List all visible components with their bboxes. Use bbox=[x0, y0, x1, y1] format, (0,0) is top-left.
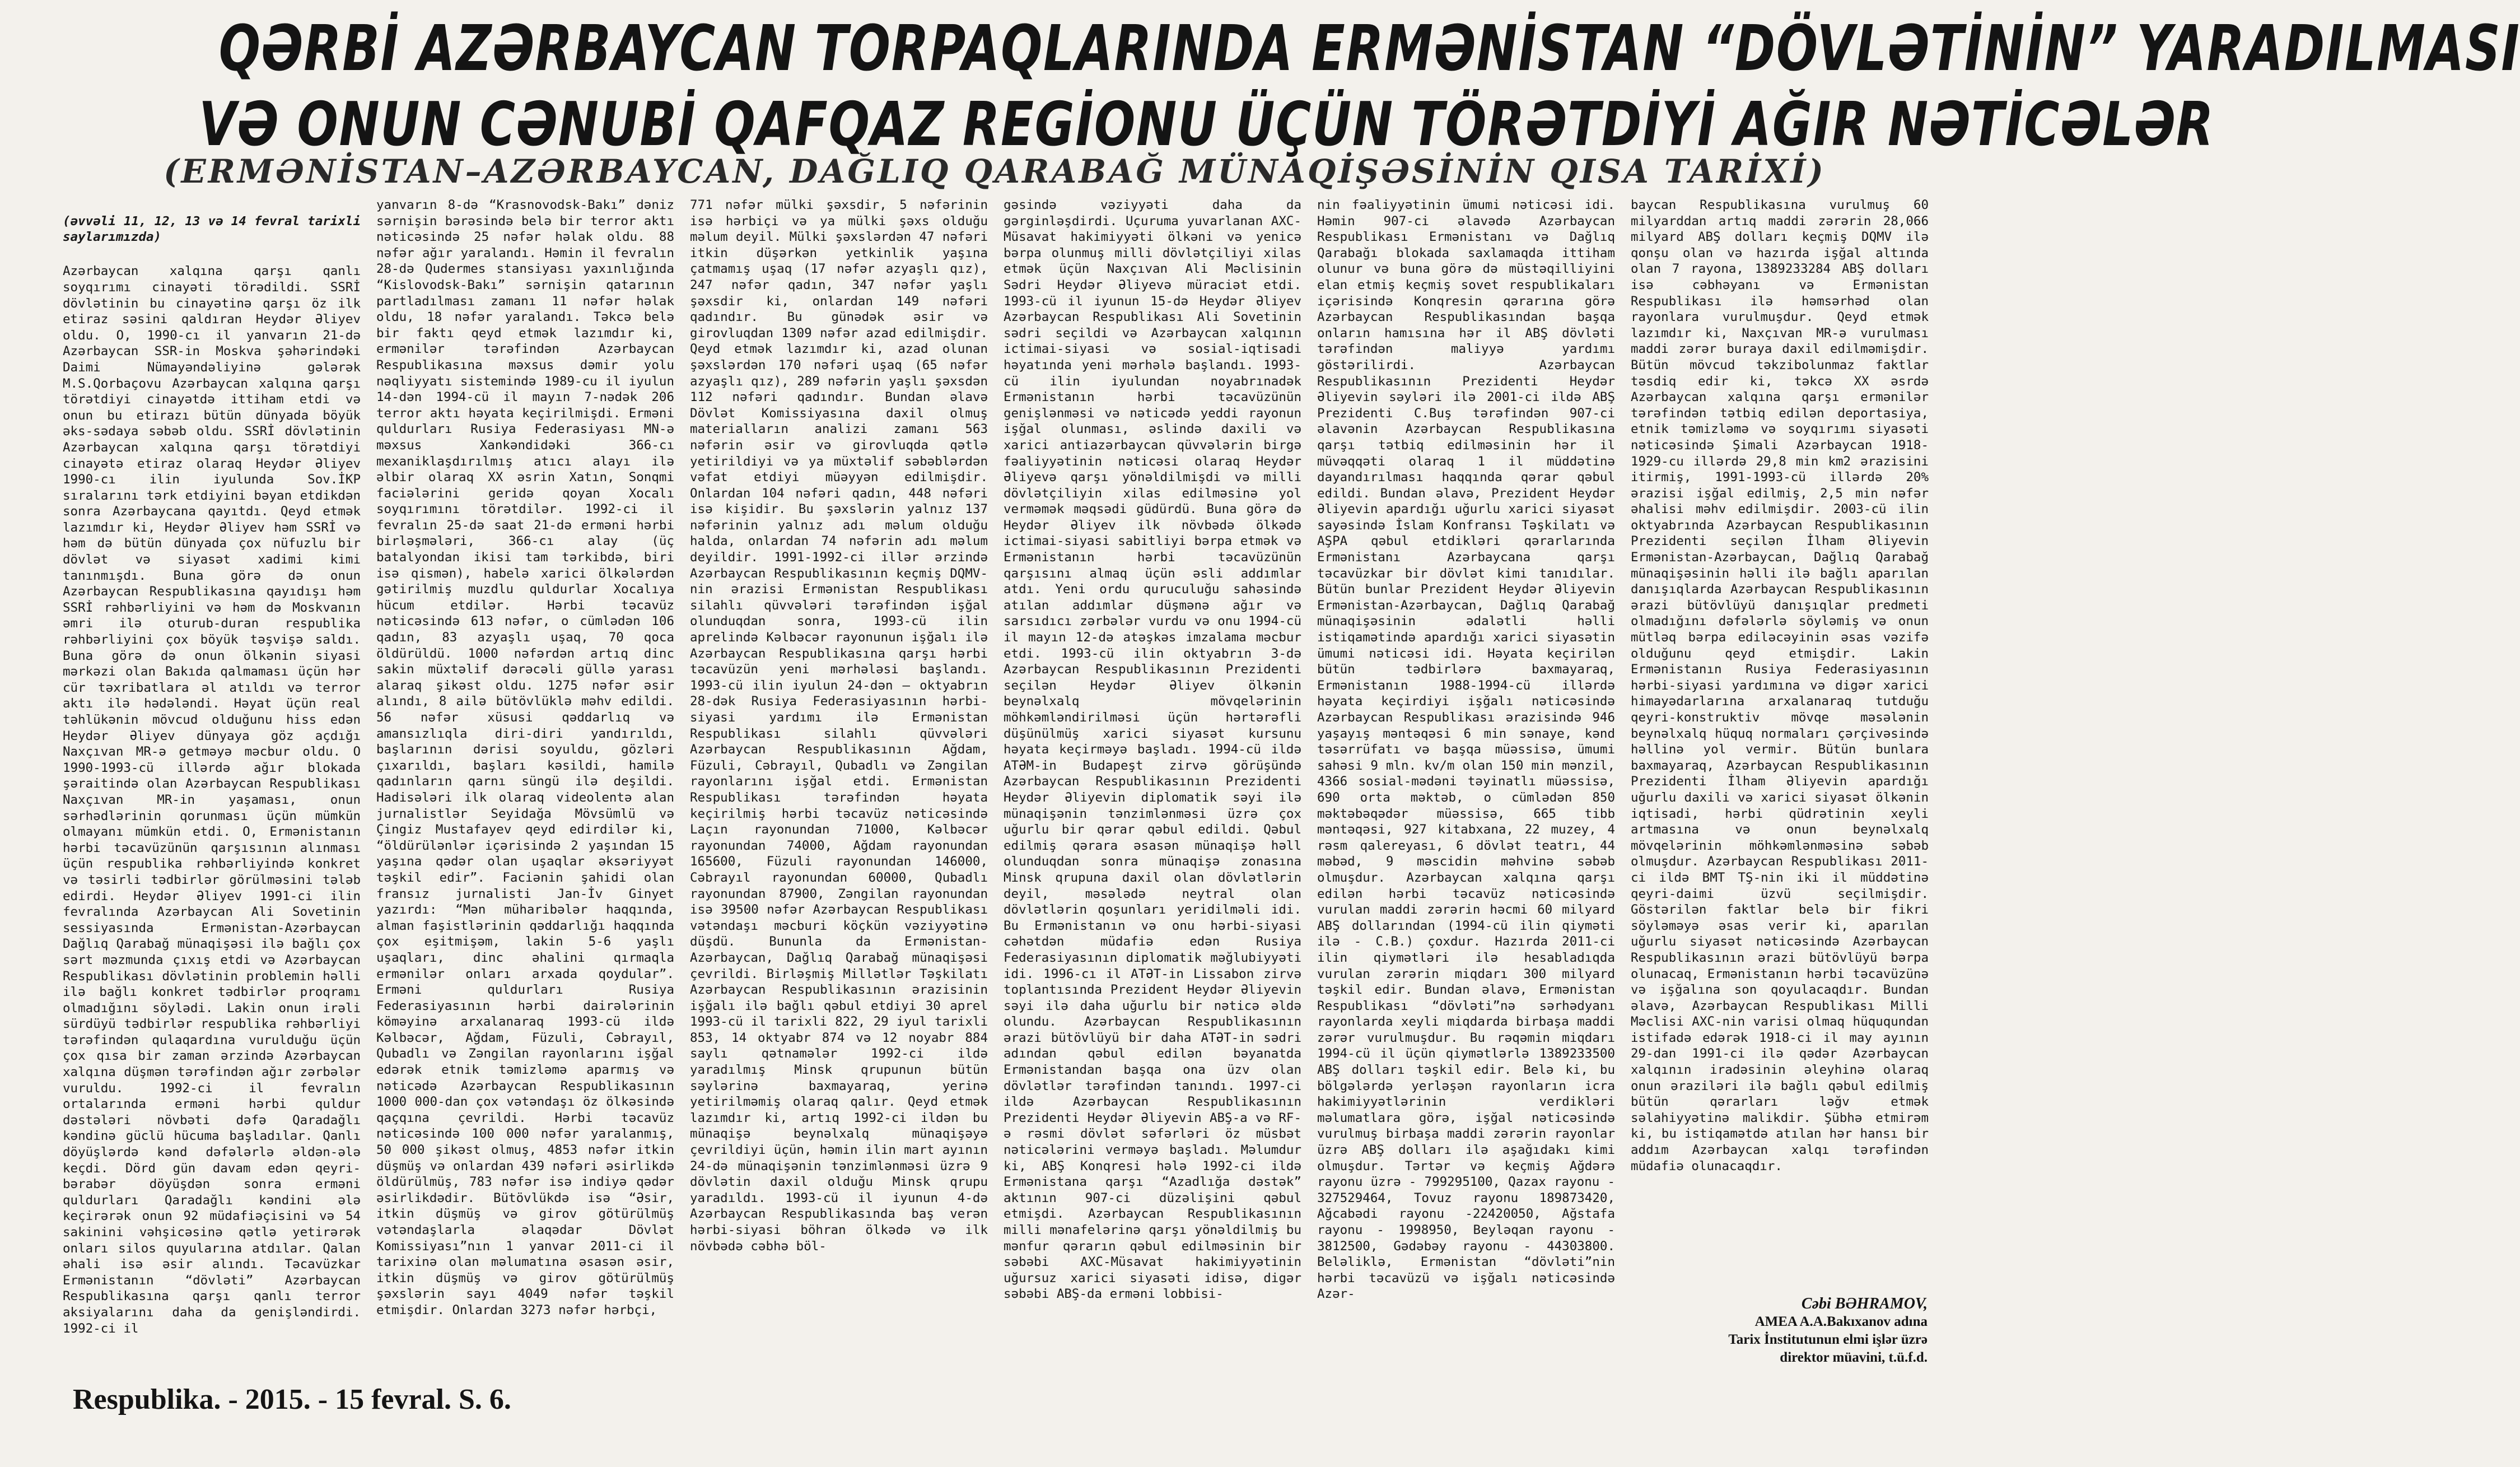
author-affiliation-2: Tarix İnstitutunun elmi işlər üzrə bbox=[1728, 1332, 1928, 1347]
headline-line-1: QƏRBİ AZƏRBAYCAN TORPAQLARINDA ERMƏNİSTAN “DÖVLƏTİNİN” YARADILMASI bbox=[218, 12, 2520, 85]
author-affiliation-3: direktor müavini, t.ü.f.d. bbox=[1780, 1350, 1928, 1365]
headline-line-2: VƏ ONUN CƏNUBİ QAFQAZ REGİONU ÜÇÜN TÖRƏTDİYİ AĞIR NƏTİCƏLƏR bbox=[199, 90, 2215, 160]
author-signature bbox=[1631, 1295, 1928, 1367]
author-affiliation-1: AMEA A.A.Bakıxanov adına bbox=[1754, 1314, 1928, 1329]
article-column-2: yanvarın 8-də “Krasnovodsk-Bakı” dəniz sərnişin bərəsində belə bir terror aktı nəticəsində 25 nəfər həlak oldu. 88 nəfər ağır yaralandı. Həmin il fevralın 28-də Qudermes stansiyası yaxınlığında “Kislovodsk-Bakı” sərnişin qatarının partladılması zamanı 11 nəfər həlak oldu, 18 nəfər yaralandı. Təkcə belə bir faktı qeyd etmək lazımdır ki, ermənilər tərəfindən Azərbaycan Respublikasına məxsus dəmir yolu nəqliyyatı sistemində 1989-cu il iyulun 14-dən 1994-cü il mayın 7-nədək 206 terror aktı həyata keçirilmişdi. Erməni quldurları Rusiya Federasiyası MN-ə məxsus Xankəndidəki 366-cı mexaniklaşdırılmış atıcı alayı ilə əlbir olaraq XX əsrin Xatın, Sonqmi faciələrini geridə qoyan Xocalı soyqırımını törətdilər. 1992-ci il fevralın 25-də saat 21-də erməni hərbi birləşmələri, 366-cı alay (üç batalyondan ikisi tam tərkibdə, biri isə qismən), habelə xarici ölkələrdən gətirilmiş muzdlu quldurlar Xocalıya hücum etdilər. Hərbi təcavüz nəticəsində 613 nəfər, o cümlədən 106 qadın, 83 azyaşlı uşaq, 70 qoca öldürüldü. 1000 nəfərdən artıq dinc sakin müxtəlif dərəcəli güllə yarası alaraq şikəst oldu. 1275 nəfər əsir alındı, 8 ailə bütövlüklə məhv edildi. 56 nəfər xüsusi qəddarlıq və amansızlıqla diri-diri yandırıldı, başlarının dərisi soyuldu, gözləri çıxarıldı, başları kəsildi, hamilə qadınların qarnı süngü ilə deşildi. Hadisələri ilk olaraq videolentə alan jurnalistlər Seyidağa Mövsümlü və Çingiz Mustafayev qeyd edirdilər ki, “öldürülənlər içərisində 2 yaşından 15 yaşına qədər olan uşaqlar əksəriyyət təşkil edir”. Faciənin şahidi olan fransız jurnalisti Jan-İv Ginyet yazırdı: “Mən müharibələr haqqında, alman faşistlərinin qəddarlığı haqqında çox eşitmişəm, lakin 5-6 yaşlı uşaqları, dinc əhalini qırmaqla ermənilər onları arxada qoydular”. Erməni quldurları Rusiya Federasiyasının hərbi dairələrinin köməyinə arxalanaraq 1993-cü ildə Kəlbəcər, Ağdam, Füzuli, Cəbrayıl, Qubadlı və Zəngilan rayonlarını işğal edərək etnik təmizləmə aparmış və nəticədə Azərbaycan Respublikasının 1000 000-dan çox vətəndaşı öz ölkəsində qaçqına çevrildi. Hərbi təcavüz nəticəsində 100 000 nəfər yaralanmış, 50 000 şikəst olmuş, 4853 nəfər itkin düşmüş və onlardan 439 nəfəri əsirlikdə öldürülmüş, 783 nəfər isə indiyə qədər əsirlikdədir. Bütövlükdə isə “Əsir, itkin düşmüş və girov götürülmüş vətəndaşlarla əlaqədar Dövlət Komissiyası”nın 1 yanvar 2011-ci il tarixinə olan məlumatına əsasən əsir, itkin düşmüş və girov götürülmüş şəxslərin sayı 4049 nəfər təşkil etmişdir. Onlardan 3273 nəfər hərbçi, bbox=[376, 198, 674, 1317]
article-body bbox=[63, 197, 1928, 1368]
source-citation: Respublika. - 2015. - 15 fevral. S. 6. bbox=[73, 1384, 511, 1415]
column-text: Azərbaycan xalqına qarşı qanlı soyqırımı cinayəti törədildi. SSRİ dövlətinin bu cinayətinə qarşı öz ilk etiraz səsini qaldıran Heydər Əliyev oldu. O, 1990-cı il yanvarın 21-də Azərbaycan SSR-in Moskva şəhərindəki Daimi Nümayəndəliyinə gələrək M.S.Qorbaçovu Azərbaycan xalqına qarşı törətdiyi cinayətdə ittiham etdi və onun bu etirazı bütün dünyada böyük əks-sədaya səbəb oldu. SSRİ dövlətinin Azərbaycan xalqına qarşı törətdiyi cinayətə etiraz olaraq Heydər Əliyev 1990-cı ilin iyulunda Sov.İKP sıralarını tərk etdiyini bəyan etdikdən sonra Azərbaycana qayıtdı. Qeyd etmək lazımdır ki, Heydər Əliyev həm SSRİ və həm də bütün dünyada çox nüfuzlu bir dövlət və siyasət xadimi kimi tanınmışdı. Buna görə də onun Azərbaycan Respublikasına qayıdışı həm SSRİ rəhbərliyini və həm də Moskvanın əmri ilə oturub-duran respublika rəhbərliyini çox böyük təşvişə saldı. Buna görə də onun ölkənin siyasi mərkəzi olan Bakıda qalmaması üçün hər cür təxribatlara əl atıldı və terror aktı ilə hədələndi. Həyat üçün real təhlükənin mövcud olduğunu hiss edən Heydər Əliyev dünyaya göz açdığı Naxçıvan MR-ə getməyə məcbur oldu. O 1990-1993-cü illərdə ağır blokada şəraitində olan Azərbaycan Respublikası Naxçıvan MR-in yaşaması, onun sərhədlərinin qorunması üçün mümkün olmayanı mümkün etdi. O, Ermənistanın hərbi təcavüzünün qarşısının alınması üçün respublika rəhbərliyində konkret və təsirli tədbirlər görülməsini tələb edirdi. Heydər Əliyev 1991-ci ilin fevralında Azərbaycan Ali Sovetinin sessiyasında Ermənistan-Azərbaycan Dağlıq Qarabağ münaqişəsi ilə bağlı çox sərt məzmunda çıxış etdi və Azərbaycan Respublikası dövlətinin problemin həlli ilə bağlı konkret tədbirlər proqramı olmadığını söylədi. Lakin onun irəli sürdüyü tədbirlər respublika rəhbərliyi tərəfindən qulaqardına vurulduğu üçün çox qısa bir zaman ərzində Azərbaycan xalqına düşmən tərəfindən ağır zərbələr vuruldu. 1992-ci il fevralın ortalarında erməni hərbi quldur dəstələri növbəti dəfə Qaradağlı kəndinə güclü hücuma başladılar. Qanlı döyüşlərdə kənd dəfələrlə əldən-ələ keçdi. Dörd gün davam edən qeyri-bərabər döyüşdən sonra erməni quldurları Qaradağlı kəndini ələ keçirərək onun 92 müdafiəçisini və 54 sakinini vəhşicəsinə qətlə yetirərək onları silos quyularına atdılar. Qalan əhali isə əsir alındı. Təcavüzkar Ermənistanın “dövləti” Azərbaycan Respublikasına qarşı qanlı terror aksiyalarını daha da genişləndirdi. 1992-ci il bbox=[63, 264, 361, 1336]
article-column-5: nin fəaliyyətinin ümumi nəticəsi idi. Həmin 907-ci əlavədə Azərbaycan Respublikası Ermənistanı və Dağlıq Qarabağı blokada saxlamaqda ittiham olunur və buna görə də müstəqilliyini elan etmiş keçmiş sovet respublikaları içərisində Konqresin qərarına görə Azərbaycan Respublikasından başqa onların hamısına hər il ABŞ dövləti tərəfindən maliyyə yardımı göstərilirdi. Azərbaycan Respublikasının Prezidenti Heydər Əliyevin səyləri ilə 2001-ci ildə ABŞ Prezidenti C.Buş tərəfindən 907-ci əlavənin Azərbaycan Respublikasına qarşı tətbiq edilməsinin hər il müvəqqəti olaraq 1 il müddətinə dayandırılması haqqında qərar qəbul edildi. Bundan əlavə, Prezident Heydər Əliyevin apardığı uğurlu xarici siyasət sayəsində İslam Konfransı Təşkilatı və AŞPA qəbul etdikləri qərarlarında Ermənistanı Azərbaycana qarşı təcavüzkar bir dövlət kimi tanıdılar. Bütün bunlar Prezident Heydər Əliyevin Ermənistan-Azərbaycan, Dağlıq Qarabağ münaqişəsinin ədalətli həlli istiqamətində apardığı xarici siyasətin ümumi nəticəsi idi. Həyata keçirilən bütün tədbirlərə baxmayaraq, Ermənistanın 1988-1994-cü illərdə həyata keçirdiyi işğalı nəticəsində Azərbaycan Respublikası ərazisində 946 yaşayış məntəqəsi 6 min sənaye, kənd təsərrüfatı və başqa müəssisə, ümumi sahəsi 9 mln. kv/m olan 150 min mənzil, 4366 sosial-mədəni təyinatlı müəssisə, 690 orta məktəb, o cümlədən 850 məktəbəqədər müəssisə, 665 tibb məntəqəsi, 927 kitabxana, 22 muzey, 4 rəsm qalereyası, 6 dövlət teatrı, 44 məbəd, 9 məscidin məhvinə səbəb olmuşdur. Azərbaycan xalqına qarşı edilən hərbi təcavüz nəticəsində vurulan maddi zərərin həcmi 60 milyard ABŞ dollarından (1994-cü ilin qiyməti ilə - C.B.) çoxdur. Hazırda 2011-ci ilin qiymətləri ilə hesabladıqda vurulan zərərin miqdarı 300 milyard təşkil edir. Bundan əlavə, Ermənistan Respublikası “dövləti”nə sərhədyanı rayonlarda xeyli miqdarda birbaşa maddi zərər vurulmuşdur. Bu rəqəmin miqdarı 1994-cü il üçün qiymətlərlə 1389233500 ABŞ dolları təşkil edir. Belə ki, bu bölgələrdə yerləşən rayonların icra hakimiyyətlərinin verdikləri məlumatlara görə, işğal nəticəsində vurulmuş birbaşa maddi zərərin rayonlar üzrə ABŞ dolları ilə aşağıdakı kimi olmuşdur. Tərtər və keçmiş Ağdərə rayonu üzrə - 799295100, Qazax rayonu - 327529464, Tovuz rayonu 189873420, Ağcabədi rayonu -22420050, Ağstafa rayonu - 1998950, Beyləqan rayonu - 3812500, Gədəbəy rayonu - 44303800. Beləliklə, Ermənistan “dövləti”nin hərbi təcavüzü və işğalı nəticəsində Azər- bbox=[1317, 198, 1615, 1302]
article-column-4: gəsində vəziyyəti daha da gərginləşdirdi. Uçuruma yuvarlanan AXC-Müsavat hakimiyyəti ölkəni və yenicə bərpa olunmuş milli dövlətçiliyi xilas etmək üçün Naxçıvan Ali Məclisinin Sədri Heydər Əliyevə müraciət etdi. 1993-cü il iyunun 15-də Heydər Əliyev Azərbaycan Respublikası Ali Sovetinin sədri seçildi və Azərbaycan xalqının ictimai-siyasi və sosial-iqtisadi həyatında yeni mərhələ başlandı. 1993-cü ilin iyulundan noyabrınadək Ermənistanın hərbi təcavüzünün genişlənməsi və nəticədə yeddi rayonun işğal olunması, əslində daxili və xarici antiazərbaycan qüvvələrin birgə fəaliyyətinin nəticəsi olaraq Heydər Əliyevə qarşı yönəldilmişdi və milli dövlətçiliyin xilas edilməsinə yol verməmək məqsədi güdürdü. Buna görə də Heydər Əliyev ilk növbədə ölkədə ictimai-siyasi sabitliyi bərpa etmək və Ermənistanın hərbi təcavüzünün qarşısını almaq üçün əsli addımlar atdı. Yeni ordu quruculuğu sahəsində atılan addımlar düşmənə ağır və sarsıdıcı zərbələr vurdu və onu 1994-cü il mayın 12-də atəşkəs imzalama məcbur etdi. 1993-cü ilin oktyabrın 3-də Azərbaycan Respublikasının Prezidenti seçilən Heydər Əliyev ölkənin beynəlxalq mövqelərinin möhkəmləndirilməsi üçün hərtərəfli düşünülmüş xarici siyasət kursunu həyata keçirməyə başladı. 1994-cü ildə ATƏM-in Budapeşt zirvə görüşündə Azərbaycan Respublikasının Prezidenti Heydər Əliyevin diplomatik səyi ilə münaqişənin tənzimlənməsi üzrə çox uğurlu bir qərar qəbul edildi. Qəbul edilmiş qərara əsasən münaqişə həll olunduqdan sonra münaqişə zonasına Minsk qrupuna daxil olan dövlətlərin deyil, məsələdə neytral olan dövlətlərin qoşunları yeridilməli idi. Bu Ermənistanın və onu hərbi-siyasi cəhətdən müdafiə edən Rusiya Federasiyasının diplomatik məğlubiyyəti idi. 1996-cı il ATƏT-in Lissabon zirvə toplantısında Prezident Heydər Əliyevin səyi ilə daha uğurlu bir nəticə əldə olundu. Azərbaycan Respublikasının ərazi bütövlüyü bir daha ATƏT-in sədri adından qəbul edilən bəyanatda Ermənistandan başqa ona üzv olan dövlətlər tərəfindən tanındı. 1997-ci ildə Azərbaycan Respublikasının Prezidenti Heydər Əliyevin ABŞ-a və RF-ə rəsmi dövlət səfərləri öz müsbət nəticələrini verməyə başladı. Məlumdur ki, ABŞ Konqresi hələ 1992-ci ildə Ermənistana qarşı “Azadlığa dəstək” aktının 907-ci düzəlişini qəbul etmişdi. Azərbaycan Respublikasının milli mənafelərinə qarşı yönəldilmiş bu mənfur qərarın qəbul edilməsinin bir səbəbi AXC-Müsavat hakimiyyətinin uğursuz xarici siyasəti idisə, digər səbəbi ABŞ-da erməni lobbisi- bbox=[1004, 198, 1301, 1302]
headline-subtitle: (ERMƏNİSTAN–AZƏRBAYCAN, DAĞLIQ QARABAĞ MÜNAQİŞƏSİNİN QISA TARİXİ) bbox=[164, 152, 1826, 190]
article-column-1 bbox=[63, 197, 361, 1368]
article-column-3: 771 nəfər mülki şəxsdir, 5 nəfərinin isə hərbiçi və ya mülki şəxs olduğu məlum deyil. Mülki şəxslərdən 47 nəfəri itkin düşərkən yetkinlik yaşına çatmamış uşaq (17 nəfər azyaşlı qız), 247 nəfər qadın, 347 nəfər yaşlı şəxsdir ki, onlardan 149 nəfəri qadındır. Bu günədək əsir və girovluqdan 1309 nəfər azad edilmişdir. Qeyd etmək lazımdır ki, azad olunan şəxslərdən 170 nəfəri uşaq (65 nəfər azyaşlı qız), 289 nəfərin yaşlı şəxsdən 112 nəfəri qadındır. Bundan əlavə Dövlət Komissiyasına daxil olmuş materialların analizi zamanı 563 nəfərin əsir və girovluqda qətlə yetirildiyi və ya müxtəlif səbəblərdən vəfat etdiyi müəyyən edilmişdir. Onlardan 104 nəfəri qadın, 448 nəfəri isə kişidir. Bu şəxslərin yalnız 137 nəfərinin yalnız adı məlum olduğu halda, onlardan 74 nəfərin adı məlum deyildir. 1991-1992-ci illər ərzində Azərbaycan Respublikasının keçmiş DQMV-nin ərazisi Ermənistan Respublikası silahlı qüvvələri tərəfindən işğal olunduqdan sonra, 1993-cü ilin aprelində Kəlbəcər rayonunun işğalı ilə Azərbaycan Respublikasına qarşı hərbi təcavüzün yeni mərhələsi başlandı. 1993-cü ilin iyulun 24-dən – oktyabrın 28-dək Rusiya Federasiyasının hərbi-siyasi yardımı ilə Ermənistan Respublikası silahlı qüvvələri Azərbaycan Respublikasının Ağdam, Füzuli, Cəbrayıl, Qubadlı və Zəngilan rayonlarını işğal etdi. Ermənistan Respublikası tərəfindən həyata keçirilmiş hərbi təcavüz nəticəsində Laçın rayonundan 71000, Kəlbəcər rayonundan 74000, Ağdam rayonundan 165600, Füzuli rayonundan 146000, Cəbrayıl rayonundan 60000, Qubadlı rayonundan 87900, Zəngilan rayonundan isə 39500 nəfər Azərbaycan Respublikası vətəndaşı məcburi köçkün vəziyyətinə düşdü. Bununla da Ermənistan-Azərbaycan, Dağlıq Qarabağ münaqişəsi çevrildi. Birləşmiş Millətlər Təşkilatı Azərbaycan Respublikasının ərazisinin işğalı ilə bağlı qəbul etdiyi 30 aprel 1993-cü il tarixli 822, 29 iyul tarixli 853, 14 oktyabr 874 və 12 noyabr 884 saylı qətnamələr 1992-ci ildə yaradılmış Minsk qrupunun bütün səylərinə baxmayaraq, yerinə yetirilməmiş olaraq qalır. Qeyd etmək lazımdır ki, artıq 1992-ci ildən bu münaqişə beynəlxalq münaqişəyə çevrildiyi üçün, həmin ilin mart ayının 24-də münaqişənin tənzimlənməsi üzrə 9 dövlətin daxil olduğu Minsk qrupu yaradıldı. 1993-cü il iyunun 4-də Azərbaycan Respublikasında baş verən hərbi-siyasi böhran ölkədə və ilk növbədə cəbhə böl- bbox=[690, 198, 988, 1254]
author-name: Cəbi BƏHRAMOV, bbox=[1801, 1295, 1928, 1312]
continuation-note: (əvvəli 11, 12, 13 və 14 fevral tarixli saylarımızda) bbox=[63, 213, 361, 245]
article-column-6: baycan Respublikasına vurulmuş 60 milyarddan artıq maddi zərərin 28,066 milyard ABŞ dolları keçmiş DQMV ilə qonşu olan və hazırda işğal altında olan 7 rayona, 1389233284 ABŞ dolları isə cəbhəyanı və Ermənistan Respublikası ilə həmsərhəd olan rayonlara vurulmuşdur. Qeyd etmək lazımdır ki, Naxçıvan MR-ə vurulması maddi zərər buraya daxil edilməmişdir. Bütün mövcud təkzibolunmaz faktlar təsdiq edir ki, təkcə XX əsrdə Azərbaycan xalqına qarşı ermənilər tərəfindən tətbiq edilən deportasiya, etnik təmizləmə və soyqırımı siyasəti nəticəsində Şimali Azərbaycan 1918-1929-cu illərdə 29,8 min km2 ərazisini itirmiş, 1991-1993-cü illərdə 20% ərazisi işğal edilmiş, 2,5 min nəfər əhalisi məhv edilmişdir. 2003-cü ilin oktyabrında Azərbaycan Respublikasının Prezidenti seçilən İlham Əliyevin Ermənistan-Azərbaycan, Dağlıq Qarabağ münaqişəsinin həlli ilə bağlı aparılan danışıqlarda Azərbaycan Respublikasının ərazi bütövlüyü danışıqlar predmeti olmadığını dəfələrlə söyləmiş və onun mütləq bərpa ediləcəyinin əsas vəzifə olduğunu qeyd etmişdir. Lakin Ermənistanın Rusiya Federasiyasının hərbi-siyasi yardımına və digər xarici himayədarlarına arxalanaraq tutduğu qeyri-konstruktiv mövqe məsələnin beynəlxalq hüquq normaları çərçivəsində həllinə yol vermir. Bütün bunlara baxmayaraq, Azərbaycan Respublikasının Prezidenti İlham Əliyevin apardığı uğurlu daxili və xarici siyasət ölkənin iqtisadi, hərbi qüdrətinin xeyli artmasına və onun beynəlxalq mövqelərinin möhkəmlənməsinə səbəb olmuşdur. Azərbaycan Respublikası 2011-ci ildə BMT TŞ-nin iki il müddətinə qeyri-daimi üzvü seçilmişdir. Göstərilən faktlar belə bir fikri söyləməyə əsas verir ki, aparılan uğurlu siyasət nəticəsində Azərbaycan Respublikasının ərazi bütövlüyü bərpa olunacaq, Ermənistanın hərbi təcavüzünə və işğalına son qoyulacaqdır. Bundan əlavə, Azərbaycan Respublikası Milli Məclisi AXC-nin varisi olmaq hüququndan istifadə edərək 1918-ci il may ayının 29-dan 1991-ci ilə qədər Azərbaycan xalqının iradəsinin əleyhinə olaraq onun əraziləri ilə bağlı qəbul edilmiş bütün qərarları ləğv etmək səlahiyyətinə malikdir. Şübhə etmirəm ki, bu istiqamətdə atılan hər hansı bir addım Azərbaycan xalqı tərəfindən müdafiə olunacaqdır. bbox=[1631, 198, 1929, 1173]
